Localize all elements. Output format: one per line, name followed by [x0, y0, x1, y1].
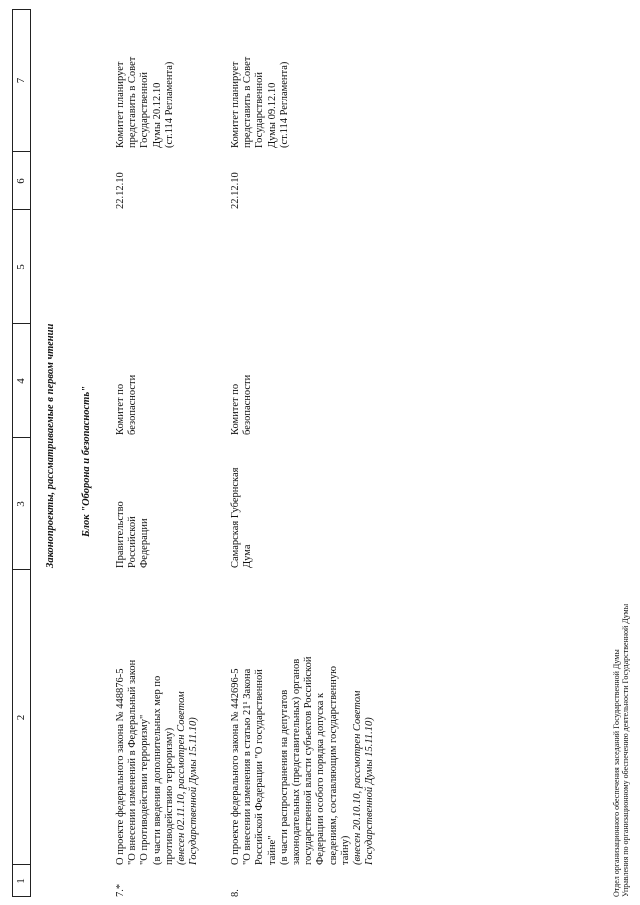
note-line: Комитет планирует — [115, 61, 126, 148]
row-committee — [230, 375, 254, 435]
description-line: Федерации особого порядка допуска к — [315, 692, 327, 865]
description-line: законодательных (представительных) органов — [291, 658, 303, 865]
description-line: "О внесении изменений в Федеральный закон — [127, 659, 139, 865]
column-number-5: 5 — [15, 264, 27, 270]
row-number: 7.* — [115, 883, 126, 897]
committee-line: безопасности — [127, 374, 139, 435]
description-note: (внесен 20.10.10, рассмотрен Советом — [352, 690, 364, 865]
description-line: (в части распространения на депутатов — [278, 689, 290, 865]
note-line: (ст.114 Регламента) — [278, 61, 290, 148]
footer — [612, 604, 630, 897]
initiator-line: Российской — [127, 516, 139, 568]
committee-line: Комитет по — [230, 383, 241, 435]
row-date: 22.12.10 — [115, 172, 126, 209]
row-committee — [115, 375, 139, 435]
description-line: "О внесении изменения в статью 21¹ Закона — [242, 668, 254, 865]
note-line: Государственной — [254, 72, 266, 148]
note-line: Комитет планирует — [230, 61, 241, 148]
row-date: 22.12.10 — [230, 172, 241, 209]
initiator-line: Дума — [242, 544, 254, 568]
description-line: противодействию терроризму) — [163, 727, 175, 865]
initiator-line: Правительство — [115, 501, 126, 568]
footer-line: Управления по организационному обеспечению деятельности Государственной Думы — [621, 603, 630, 897]
description-line: тайну) — [339, 835, 351, 865]
row-initiator — [115, 501, 152, 568]
description-line: О проекте федерального закона № 448876-5 — [115, 668, 126, 865]
note-line: представить в Совет — [127, 56, 139, 148]
block-title: Блок "Оборона и безопасность" — [81, 386, 92, 537]
footer-line: Отдел организационного обеспечения заседаний Государственной Думы — [612, 649, 621, 897]
committee-line: Комитет по — [115, 383, 126, 435]
note-line: (ст.114 Регламента) — [163, 61, 175, 148]
column-number-3: 3 — [15, 501, 27, 507]
description-line: государственной власти субъектов Российской — [303, 656, 315, 865]
row-note — [115, 57, 176, 148]
note-line: представить в Совет — [242, 56, 254, 148]
row-initiator — [230, 468, 254, 568]
row-description — [230, 657, 376, 865]
section-title: Законопроекты, рассматриваемые в первом чтении — [45, 323, 56, 568]
description-line: тайне" — [266, 835, 278, 865]
column-number-2: 2 — [15, 714, 27, 721]
description-line: (в части введения дополнительных мер по — [151, 675, 163, 865]
description-note: Государственной Думы 15.11.10) — [364, 717, 376, 865]
column-number-7: 7 — [15, 77, 27, 84]
initiator-line: Самарская Губернская — [230, 467, 241, 568]
initiator-line: Федерации — [139, 518, 151, 568]
column-number-4: 4 — [15, 378, 27, 384]
row-description — [115, 660, 200, 865]
description-note: (внесен 02.11.10, рассмотрен Советом — [176, 691, 188, 865]
committee-line: безопасности — [242, 374, 254, 435]
note-line: Думы 09.12.10 — [266, 82, 278, 148]
column-number-6: 6 — [15, 178, 27, 184]
description-line: Российской Федерации "О государственной — [254, 669, 266, 865]
row-note — [230, 57, 291, 148]
description-line: "О противодействии терроризму" — [139, 714, 151, 865]
note-line: Государственной — [139, 72, 151, 148]
description-note: Государственной Думы 15.11.10) — [188, 717, 200, 865]
description-line: сведениям, составляющим государственную — [327, 665, 339, 865]
row-number: 8. — [230, 889, 241, 897]
description-line: О проекте федерального закона № 442696-5 — [230, 668, 241, 865]
column-number-1: 1 — [15, 878, 27, 884]
note-line: Думы 20.12.10 — [151, 82, 163, 148]
